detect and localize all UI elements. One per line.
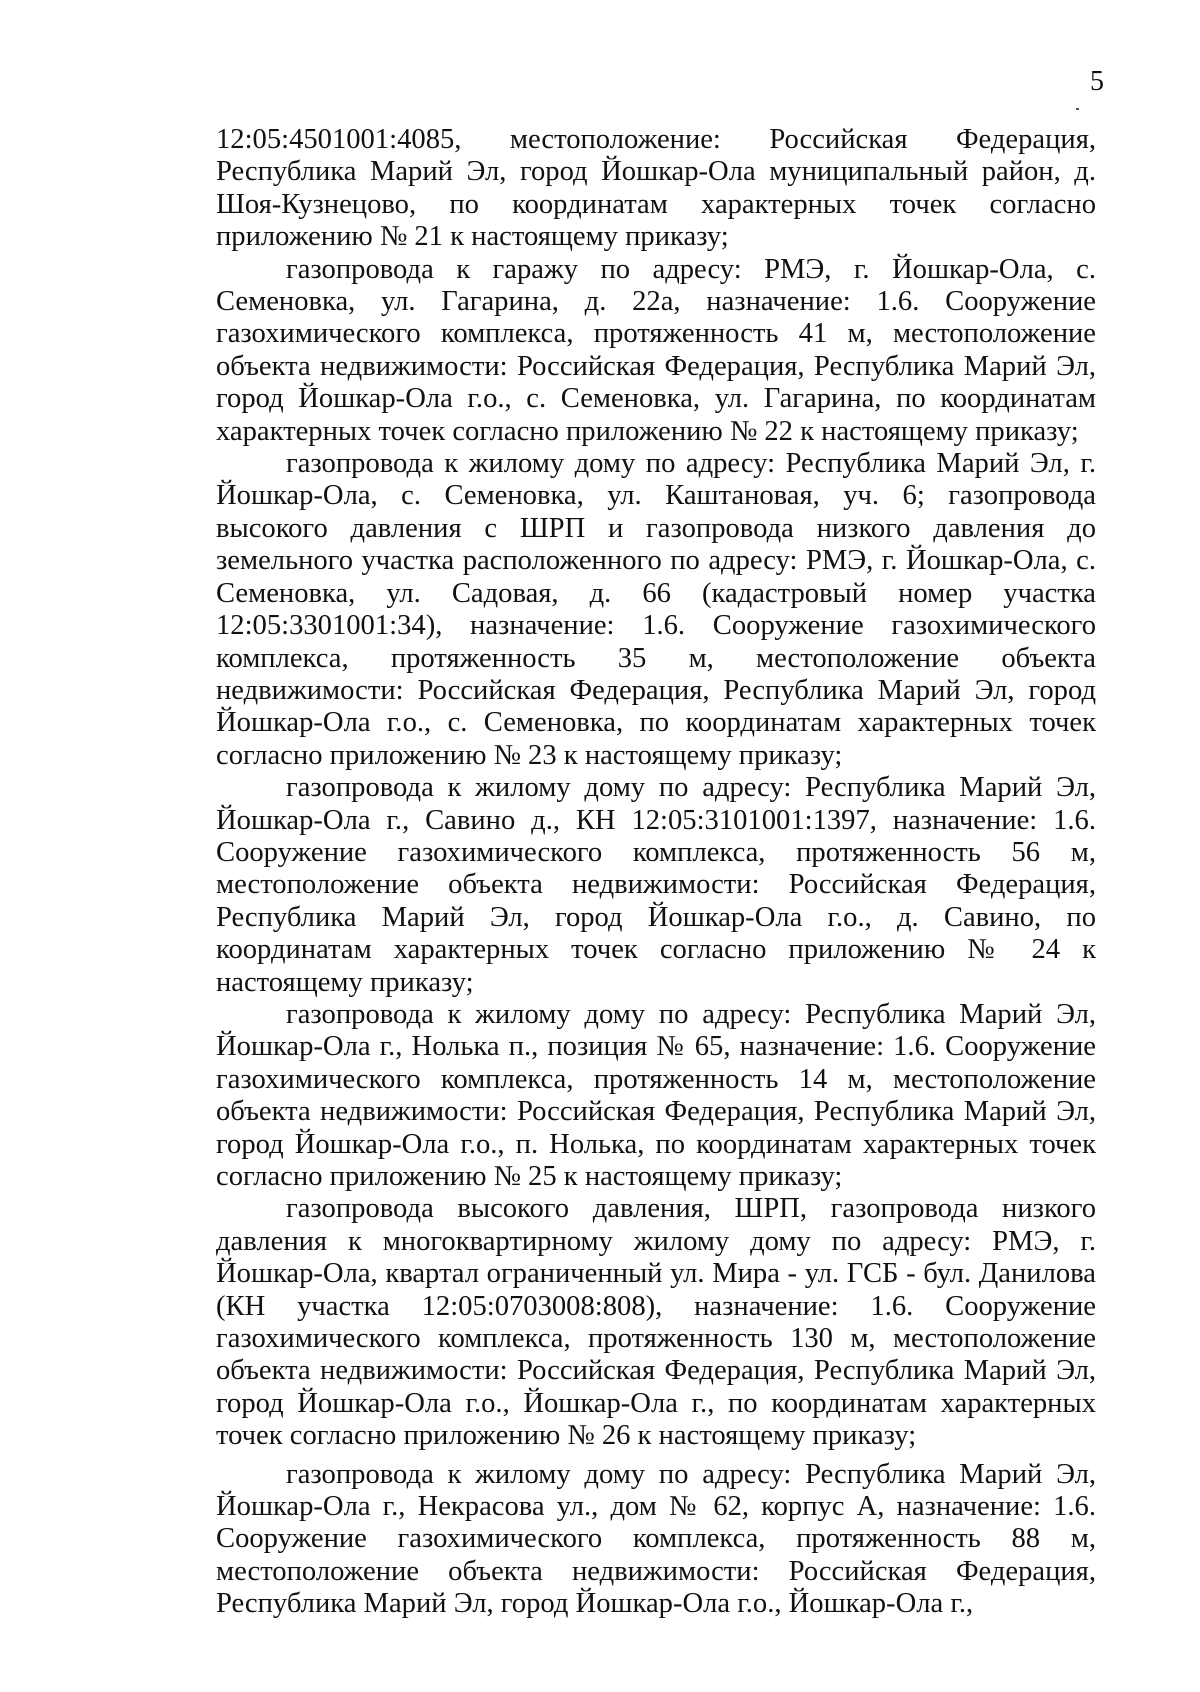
paragraph-nekrasova: газопровода к жилому дому по адресу: Республика Марий Эл, Йошкар-Ола г., Некрасова ул., дом № 62, корпус А, назначение: 1.6. Сооружение газохимического комплекса, протяженность 88 м, местоположение объекта недвижимости: Российская Федерация, Республика Марий Эл, город Йошкар-Ола г.о., Йошкар-Ола г., [216, 1458, 1096, 1620]
paragraph-savino: газопровода к жилому дому по адресу: Республика Марий Эл, Йошкар-Ола г., Савино д., КН 12:05:3101001:1397, назначение: 1.6. Сооружение газохимического комплекса, протяженность 56 м, местоположение объекта недвижимости: Российская Федерация, Республика Марий Эл, город Йошкар-Ола г.о., д. Савино, по координатам характерных точек согласно приложению № 24 к настоящему приказу; [216, 772, 1096, 998]
scan-speck [1076, 108, 1079, 110]
document-body [216, 124, 1096, 1621]
paragraph-garage-semenovka: газопровода к гаражу по адресу: РМЭ, г. Йошкар-Ола, с. Семеновка, ул. Гагарина, д. 22а, назначение: 1.6. Сооружение газохимического комплекса, протяженность 41 м, местоположение объекта недвижимости: Российская Федерация, Республика Марий Эл, город Йошкар-Ола г.о., с. Семеновка, ул. Гагарина, по координатам характерных точек согласно приложению № 22 к настоящему приказу; [216, 253, 1096, 447]
paragraph-apartment-building: газопровода высокого давления, ШРП, газопровода низкого давления к многоквартирному жилому дому по адресу: РМЭ, г. Йошкар-Ола, квартал ограниченный ул. Мира - ул. ГСБ - бул. Данилова (КН участка 12:05:0703008:808), назначение: 1.6. Сооружение газохимического комплекса, протяженность 130 м, местоположение объекта недвижимости: Российская Федерация, Республика Марий Эл, город Йошкар-Ола г.о., Йошкар-Ола г., по координатам характерных точек согласно приложению № 26 к настоящему приказу; [216, 1193, 1096, 1452]
paragraph-kashtanovaya-sadovaya: газопровода к жилому дому по адресу: Республика Марий Эл, г. Йошкар-Ола, с. Семеновка, ул. Каштановая, уч. 6; газопровода высокого давления с ШРП и газопровода низкого давления до земельного участка расположенного по адресу: РМЭ, г. Йошкар-Ола, с. Семеновка, ул. Садовая, д. 66 (кадастровый номер участка 12:05:3301001:34), назначение: 1.6. Сооружение газохимического комплекса, протяженность 35 м, местоположение объекта недвижимости: Российская Федерация, Республика Марий Эл, город Йошкар-Ола г.о., с. Семеновка, по координатам характерных точек согласно приложению № 23 к настоящему приказу; [216, 448, 1096, 771]
paragraph-nolka: газопровода к жилому дому по адресу: Республика Марий Эл, Йошкар-Ола г., Нолька п., позиция № 65, назначение: 1.6. Сооружение газохимического комплекса, протяженность 14 м, местоположение объекта недвижимости: Российская Федерация, Республика Марий Эл, город Йошкар-Ола г.о., п. Нолька, по координатам характерных точек согласно приложению № 25 к настоящему приказу; [216, 998, 1096, 1192]
paragraph-continuation: 12:05:4501001:4085, местоположение: Российская Федерация, Республика Марий Эл, город Йошкар-Ола муниципальный район, д. Шоя-Кузнецово, по координатам характерных точек согласно приложению № 21 к настоящему приказу; [216, 124, 1096, 253]
page-number: 5 [1090, 66, 1104, 97]
